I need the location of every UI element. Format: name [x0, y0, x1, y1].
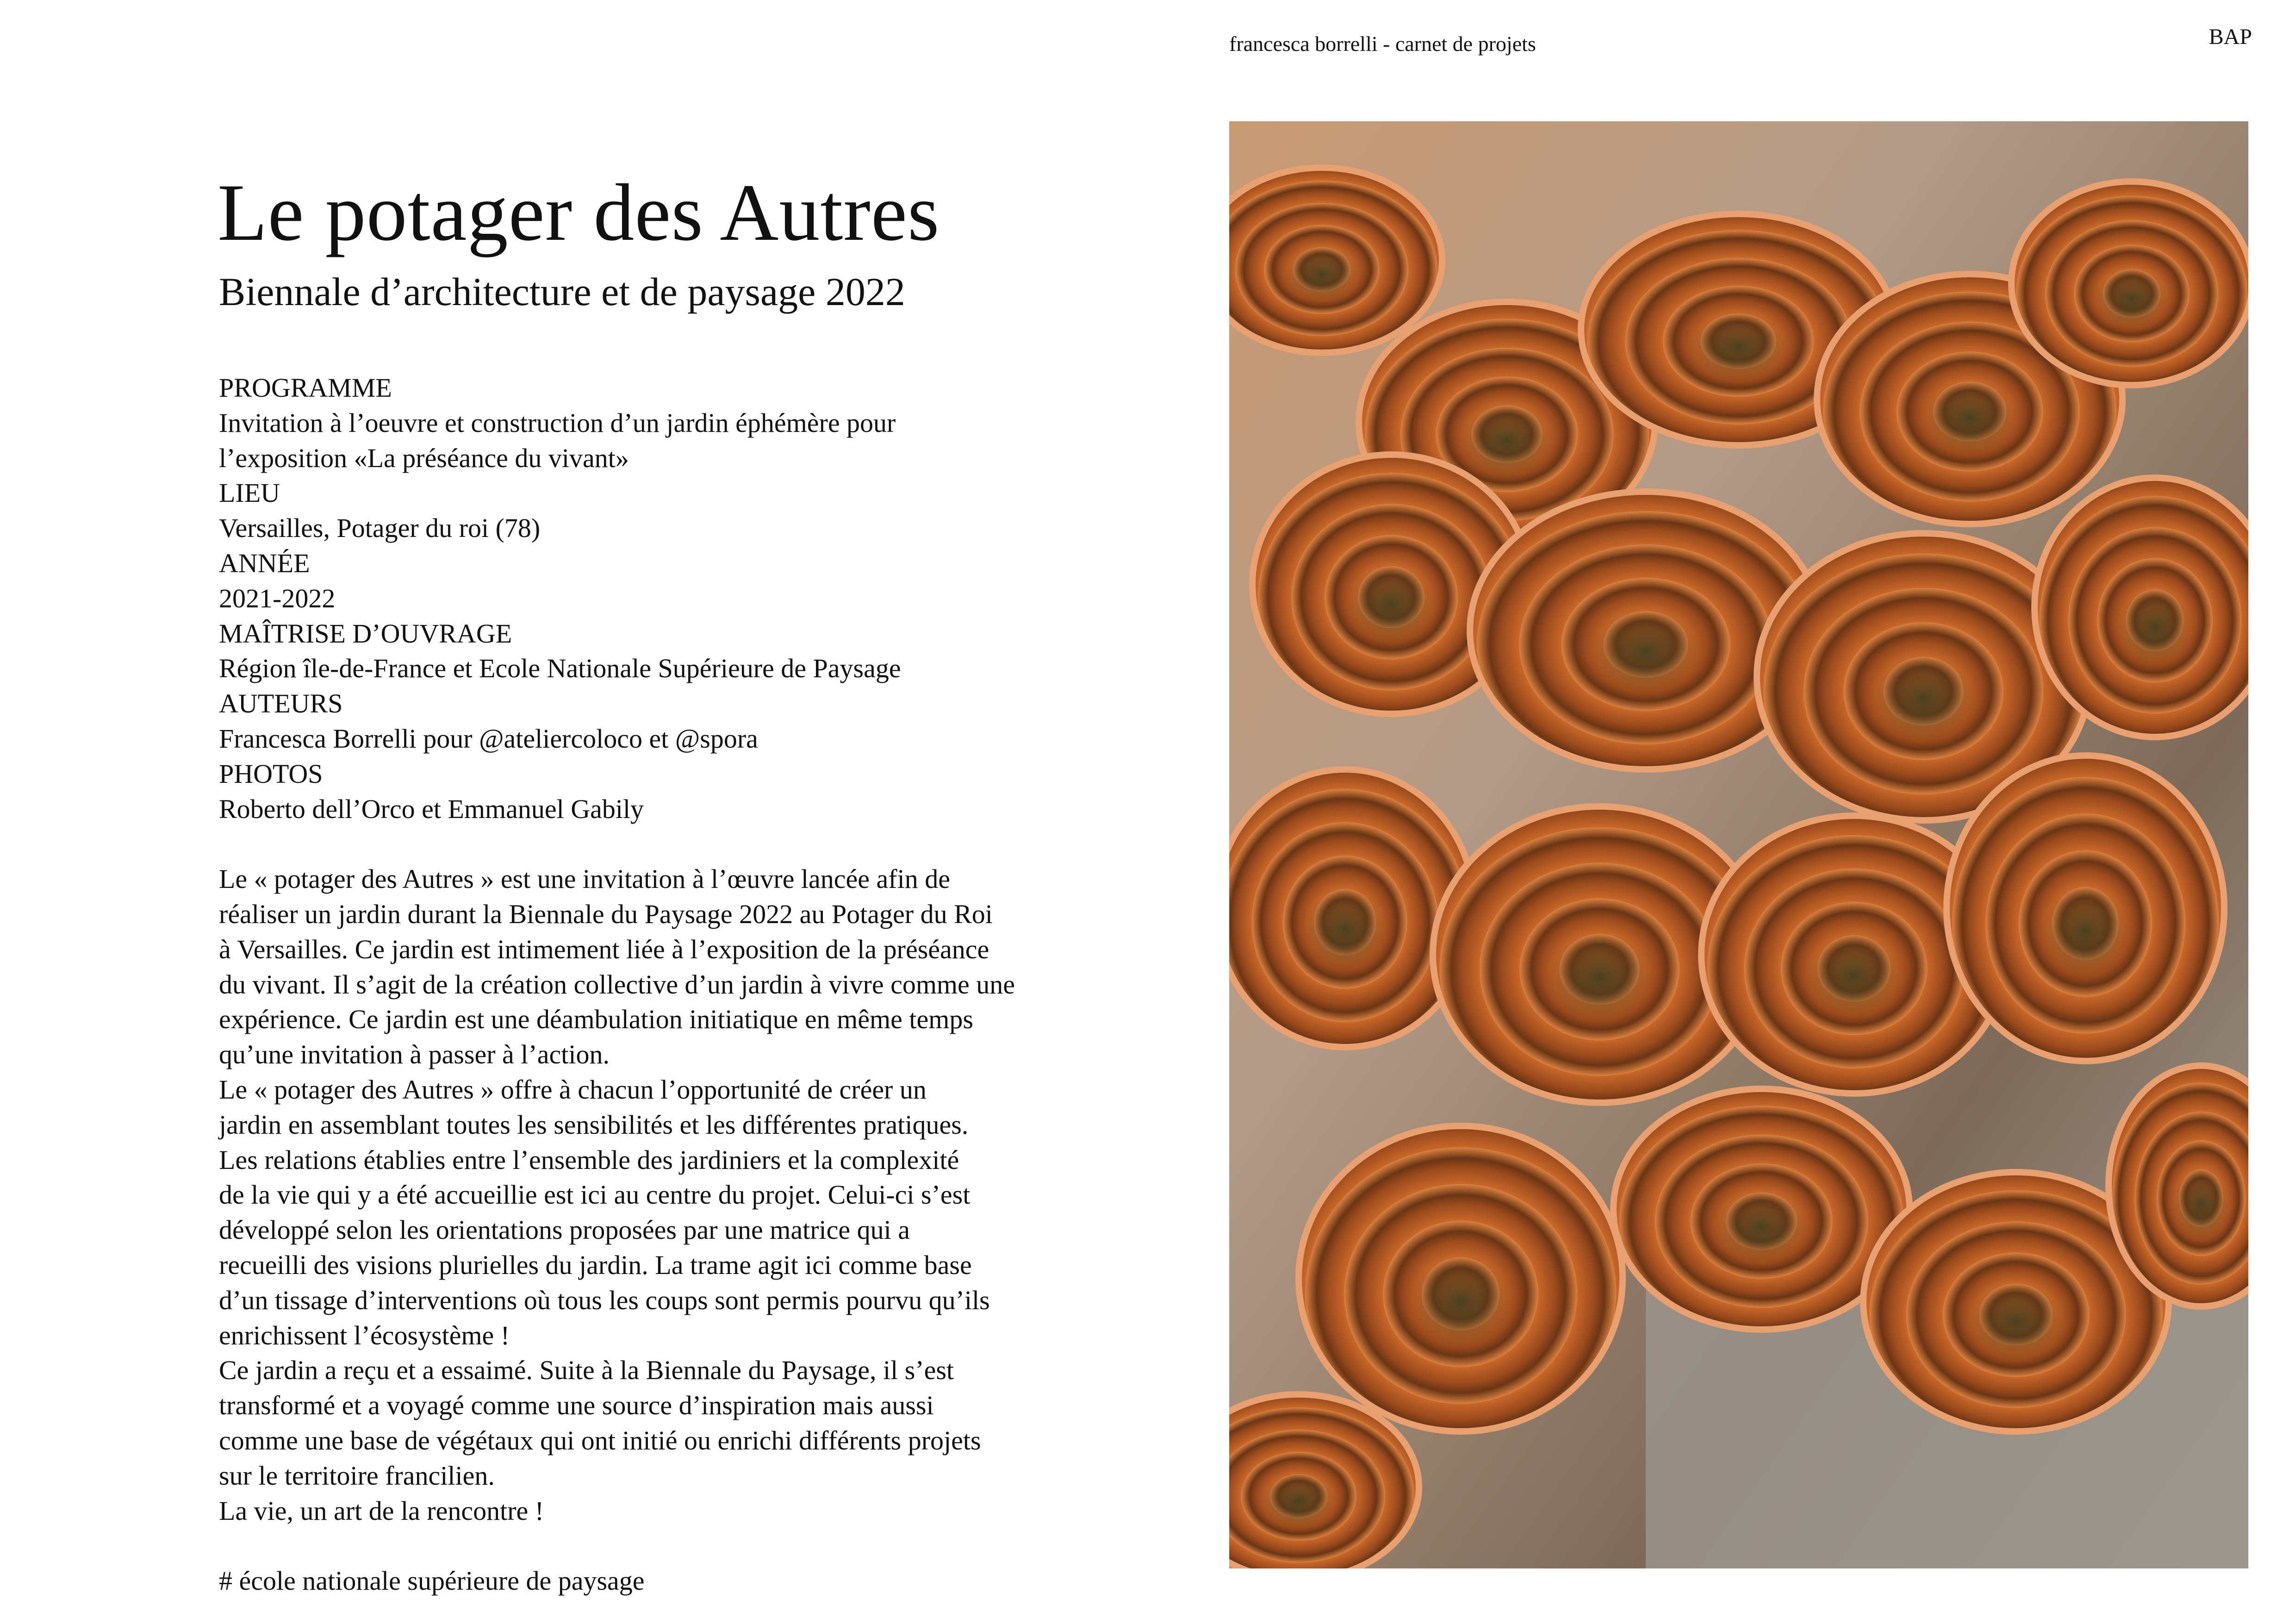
fungus-center — [1462, 404, 1551, 476]
fungus-center — [1412, 1256, 1509, 1348]
text-line: du vivant. Il s’agit de la création collective d’un jardin à vivre comme une — [219, 969, 1015, 999]
fungus-center — [2096, 268, 2168, 329]
page-subtitle: Biennale d’architecture et de paysage 2022 — [219, 269, 905, 314]
text-line: l’exposition «La préséance du vivant» — [219, 443, 629, 473]
text-line: jardin en assemblant toutes les sensibilités et les différentes pratiques. — [219, 1109, 969, 1140]
text-line: sur le territoire francilien. — [219, 1460, 495, 1491]
text-line: Invitation à l’oeuvre et construction d’un jardin éphémère pour — [219, 407, 896, 438]
fungus-center — [1717, 1191, 1806, 1263]
fungus-photo — [1229, 121, 2248, 1568]
text-line: Les relations établies entre l’ensemble des jardiniers et la complexité — [219, 1144, 959, 1175]
text-line: Le « potager des Autres » offre à chacun l’opportunité de créer un — [219, 1074, 927, 1105]
text-line: d’un tissage d’interventions où tous les coups sont permis pourvu qu’ils — [219, 1285, 990, 1315]
project-text — [219, 370, 1015, 1599]
fungus-center — [1691, 312, 1786, 382]
text-line: ANNÉE — [219, 548, 310, 578]
fungus-center — [1350, 565, 1433, 643]
text-line: Roberto dell’Orco et Emmanuel Gabily — [219, 793, 644, 824]
fungus-center — [1970, 1282, 2062, 1360]
text-line: recueilli des visions plurielles du jardin. La trame agit ici comme base — [219, 1249, 972, 1280]
blank-line — [219, 1528, 1015, 1563]
fungus-center — [1873, 656, 1973, 742]
fungus-center — [2173, 1168, 2229, 1240]
text-line: à Versailles. Ce jardin est intimement liée à l’exposition de la préséance — [219, 934, 989, 964]
running-header: francesca borrelli - carnet de projets — [1229, 32, 1536, 56]
fungus-center — [1286, 246, 1358, 302]
text-line: comme une base de végétaux qui ont initié ou enrichi différents projets — [219, 1425, 981, 1455]
page-title: Le potager des Autres — [218, 168, 940, 258]
text-line: Région île-de-France et Ecole Nationale Supérieure de Paysage — [219, 653, 901, 684]
fungus-center — [1549, 932, 1649, 1021]
text-line: de la vie qui y a été accueillie est ici au centre du projet. Celui-ci s’est — [219, 1180, 971, 1210]
fungus-center — [1808, 934, 1900, 1017]
fungus-center — [2119, 588, 2191, 666]
text-line: La vie, un art de la rencontre ! — [219, 1495, 544, 1526]
blank-line — [219, 826, 1015, 862]
text-line: transformé et a voyagé comme une source d’inspiration mais aussi — [219, 1390, 934, 1421]
fungus-center — [2044, 886, 2127, 977]
text-line: enrichissent l’écosystème ! — [219, 1320, 510, 1350]
text-line: Le « potager des Autres » est une invitation à l’œuvre lancée afin de — [219, 864, 950, 894]
text-line: PROGRAMME — [219, 373, 392, 403]
fungus-center — [1593, 610, 1699, 693]
fungus-center — [1924, 381, 2016, 456]
text-line: # école nationale supérieure de paysage — [219, 1566, 645, 1596]
text-line: réaliser un jardin durant la Biennale du Paysage 2022 au Potager du Roi — [219, 899, 993, 929]
text-line: 2021-2022 — [219, 583, 336, 613]
fungus-center — [1306, 887, 1384, 971]
text-line: développé selon les orientations proposées par une matrice qui a — [219, 1215, 910, 1245]
fungus-center — [1263, 1473, 1335, 1529]
text-line: LIEU — [219, 478, 280, 508]
text-line: MAÎTRISE D’OUVRAGE — [219, 618, 512, 649]
text-line: AUTEURS — [219, 688, 343, 719]
section-label: BAP — [2209, 25, 2252, 49]
text-line: PHOTOS — [219, 758, 323, 789]
text-line: qu’une invitation à passer à l’action. — [219, 1039, 610, 1070]
text-line: Ce jardin a reçu et a essaimé. Suite à la Biennale du Paysage, il s’est — [219, 1355, 954, 1386]
text-line: Versailles, Potager du roi (78) — [219, 513, 541, 543]
text-line: expérience. Ce jardin est une déambulation initiatique en même temps — [219, 1004, 973, 1035]
text-line: Francesca Borrelli pour @ateliercoloco et @spora — [219, 723, 758, 754]
